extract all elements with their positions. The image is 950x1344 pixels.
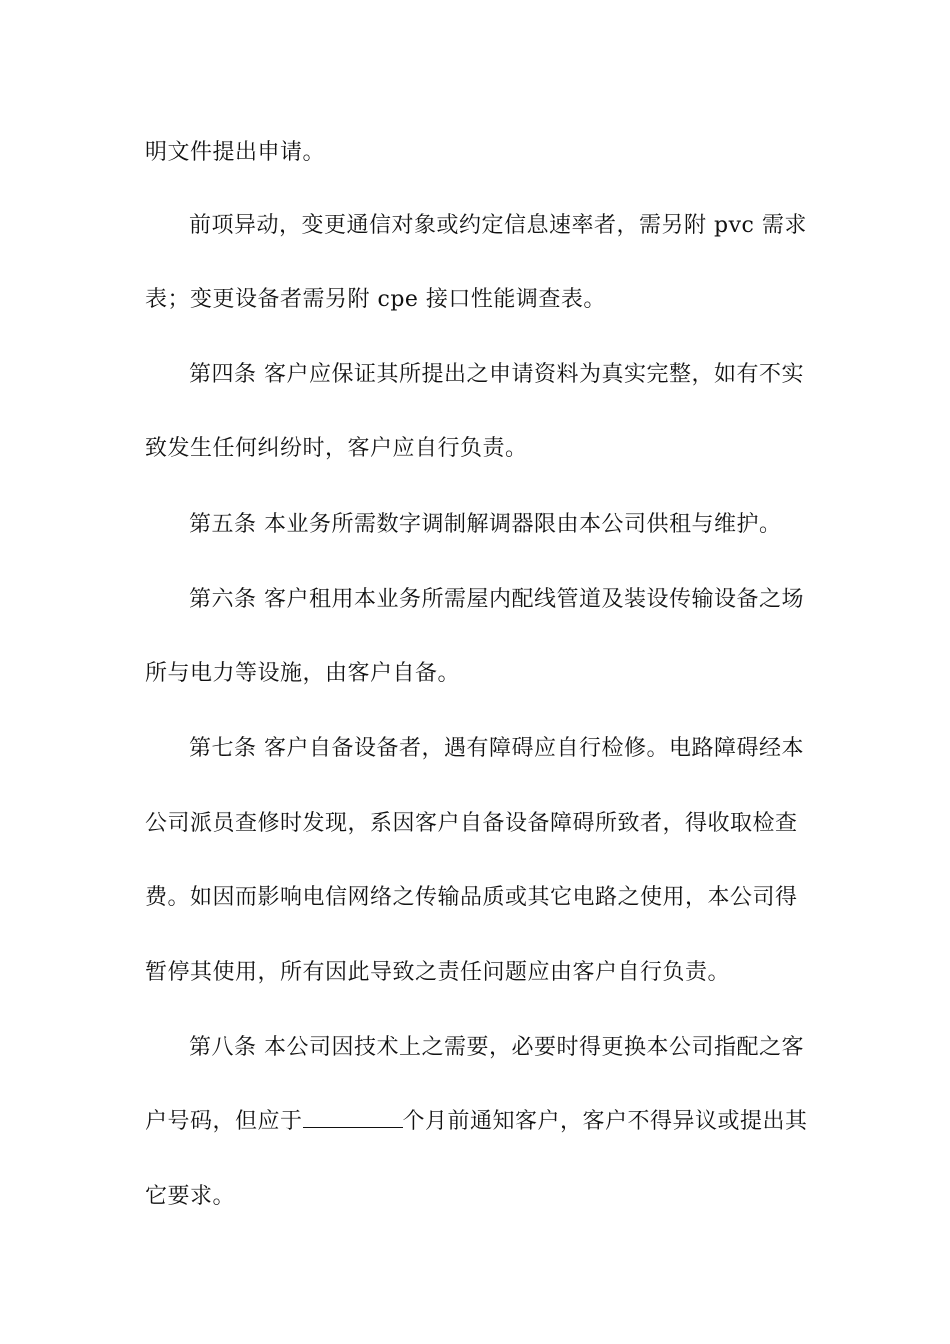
article-4-heading: 第四条 客户应保证其所提出之申请资料为真实完整，如有不实 xyxy=(189,362,804,387)
article-8-heading: 第八条 本公司因技术上之需要，必要时得更换本公司指配之客 xyxy=(189,1035,804,1060)
line-prefix: 户号码，但应于 xyxy=(145,1109,303,1134)
text-line: 致发生任何纠纷时，客户应自行负责。 xyxy=(145,436,528,461)
text-line: 明文件提出申请。 xyxy=(145,140,326,165)
text-line: 暂停其使用，所有因此导致之责任问题应由客户自行负责。 xyxy=(145,960,731,985)
text-line: 公司派员查修时发现，系因客户自备设备障碍所致者，得收取检查 xyxy=(145,811,798,836)
fill-in-blank[interactable] xyxy=(303,1107,403,1128)
article-6-heading: 第六条 客户租用本业务所需屋内配线管道及装设传输设备之场 xyxy=(189,587,804,612)
text-line: 它要求。 xyxy=(145,1184,236,1209)
text-line-with-blank xyxy=(145,1107,808,1137)
article-5-heading: 第五条 本业务所需数字调制解调器限由本公司供租与维护。 xyxy=(189,512,782,537)
text-line: 所与电力等设施，由客户自备。 xyxy=(145,661,461,686)
article-7-heading: 第七条 客户自备设备者，遇有障碍应自行检修。电路障碍经本 xyxy=(189,736,804,761)
text-line: 表；变更设备者需另附 cpe 接口性能调查表。 xyxy=(145,287,606,312)
text-line: 前项异动，变更通信对象或约定信息速率者，需另附 pvc 需求 xyxy=(189,213,807,238)
text-line: 费。如因而影响电信网络之传输品质或其它电路之使用，本公司得 xyxy=(145,885,798,910)
line-suffix: 个月前通知客户，客户不得异议或提出其 xyxy=(402,1109,808,1134)
